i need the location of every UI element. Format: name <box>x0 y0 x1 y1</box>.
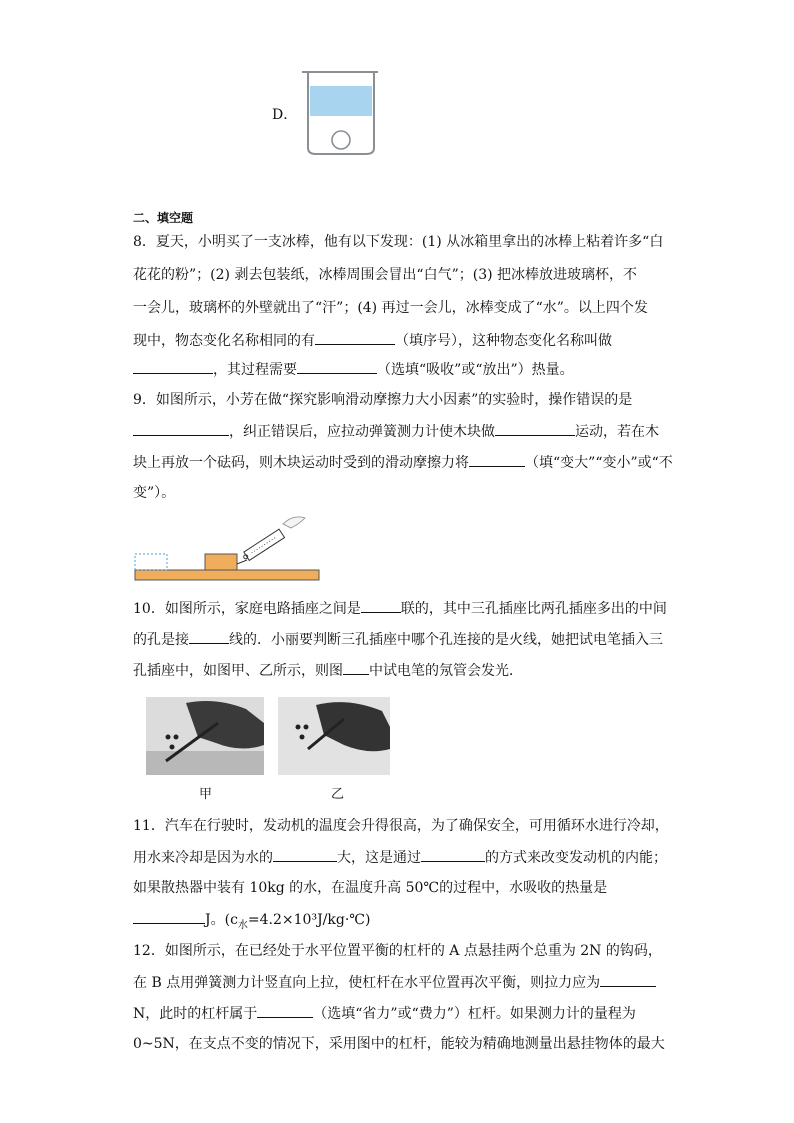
section-title: 二、填空题 <box>133 211 194 225</box>
photo-yi <box>278 697 390 775</box>
q11-text-2a: 用水来冷却是因为水的 <box>133 850 273 866</box>
q9-answer-blank-3[interactable] <box>469 453 525 467</box>
q11-text-2c: 的方式来改变发动机的内能； <box>485 850 667 866</box>
q8-line-5 <box>133 360 574 379</box>
q12-text-3b: （选填“省力”或“费力”）杠杆。如果测力计的量程为 <box>313 1006 636 1022</box>
q11-text-2b: 大，这是通过 <box>337 850 421 866</box>
q10-text-2b: 线的．小丽要判断三孔插座中哪个孔连接的是火线，她把试电笔插入三 <box>229 632 663 648</box>
q9-answer-blank-1[interactable] <box>133 422 229 436</box>
q10-line-2 <box>133 630 663 649</box>
block-start-position <box>135 554 167 570</box>
caption-jia: 甲 <box>199 787 213 802</box>
q11-line-3: 如果散热器中装有 10kg 的水，在温度升高 50℃的过程中，水吸收的热量是 <box>133 880 608 896</box>
q9-line-4: 变”）。 <box>133 485 176 501</box>
q9-line-2 <box>133 422 659 441</box>
q10-line-3 <box>133 661 523 680</box>
q10-text-2a: 的孔是接 <box>133 632 189 648</box>
q11-sub-water: 水 <box>237 919 248 931</box>
q8-line-1: 8．夏天，小明买了一支冰棒，他有以下发现：(1) 从冰箱里拿出的冰棒上粘着许多“白 <box>133 234 664 250</box>
q10-answer-blank-2[interactable] <box>189 630 229 644</box>
wooden-block <box>205 554 237 570</box>
pull-string <box>237 560 247 564</box>
q10-line-1 <box>133 599 667 618</box>
q8-text-5b: （选填“吸收”或“放出”）热量。 <box>377 362 574 378</box>
q9-answer-blank-2[interactable] <box>495 422 575 436</box>
hand-sketch <box>283 517 305 528</box>
q9-text-3b: （填“变大”“变小”或“不 <box>525 455 673 471</box>
q11-answer-blank-1[interactable] <box>273 848 337 862</box>
friction-experiment-figure <box>133 512 323 584</box>
q9-text-2b: 运动，若在木 <box>575 424 659 440</box>
q10-text-1a: 10．如图所示，家庭电路插座之间是 <box>133 601 361 617</box>
q9-text-3a: 块上再放一个砝码，则木块运动时受到的滑动摩擦力将 <box>133 455 469 471</box>
q8-line-3: 一会儿，玻璃杯的外壁就出了“汗”；(4) 再过一会儿，冰棒变成了“水”。以上四个发 <box>133 300 648 316</box>
q11-line-4 <box>133 910 370 935</box>
q11-text-4b: =4.2×10³J/kg·℃) <box>247 912 371 928</box>
q12-text-2: 在 B 点用弹簧测力计竖直向上拉，使杠杆在水平位置再次平衡，则拉力应为 <box>133 975 601 991</box>
q8-line-2: 花花的粉”；(2) 剥去包装纸，冰棒周围会冒出“白气”；(3) 把冰棒放进玻璃杯，不 <box>133 267 638 283</box>
q12-line-1: 12．如图所示，在已经处于水平位置平衡的杠杆的 A 点悬挂两个总重为 2N 的钩码， <box>133 943 662 959</box>
q8-answer-blank-2[interactable] <box>133 360 213 374</box>
option-d-label: D． <box>272 107 298 123</box>
ice-ball <box>332 131 350 149</box>
q11-line-2 <box>133 848 667 867</box>
q12-line-2 <box>133 973 656 992</box>
q8-text-5a: ，其过程需要 <box>213 362 297 378</box>
q8-answer-blank-3[interactable] <box>297 360 377 374</box>
q9-line-1: 9．如图所示，小芳在做“探究影响滑动摩擦力大小因素”的实验时，操作错误的是 <box>133 392 633 408</box>
beaker-figure <box>298 68 384 158</box>
q10-answer-blank-1[interactable] <box>361 599 401 613</box>
wooden-board <box>135 570 319 580</box>
q8-text-4b: （填序号），这种物态变化名称叫做 <box>395 333 612 349</box>
q8-answer-blank-1[interactable] <box>315 331 395 345</box>
photo-jia <box>146 697 264 775</box>
spring-scale <box>241 529 284 562</box>
q9-text-2a: ，纠正错误后，应拉动弹簧测力计使木块做 <box>229 424 495 440</box>
q10-text-3b: 中试电笔的氖管会发光． <box>369 663 523 679</box>
q12-answer-blank-1[interactable] <box>600 973 656 987</box>
q9-line-3 <box>133 453 673 472</box>
q11-line-1: 11．汽车在行驶时，发动机的温度会升得很高，为了确保安全，可用循环水进行冷却， <box>133 818 669 834</box>
q8-text-4a: 现中，物态变化名称相同的有 <box>133 333 315 349</box>
q10-answer-blank-3[interactable] <box>343 661 369 675</box>
q10-text-1b: 联的，其中三孔插座比两孔插座多出的中间 <box>400 601 667 617</box>
q12-line-3 <box>133 1004 636 1023</box>
q11-answer-blank-2[interactable] <box>421 848 485 862</box>
beaker-water <box>310 86 372 116</box>
q12-line-4: 0~5N，在支点不变的情况下，采用图中的杠杆，能较为精确地测量出悬挂物体的最大 <box>133 1036 665 1052</box>
q11-answer-blank-3[interactable] <box>133 910 205 924</box>
q12-text-3a: N，此时的杠杆属于 <box>133 1006 258 1022</box>
q12-answer-blank-2[interactable] <box>257 1004 313 1018</box>
q10-text-3a: 孔插座中，如图甲、乙所示，则图 <box>133 663 343 679</box>
q11-text-4a: J。(c <box>205 912 238 928</box>
caption-yi: 乙 <box>331 787 345 802</box>
q8-line-4 <box>133 331 612 350</box>
